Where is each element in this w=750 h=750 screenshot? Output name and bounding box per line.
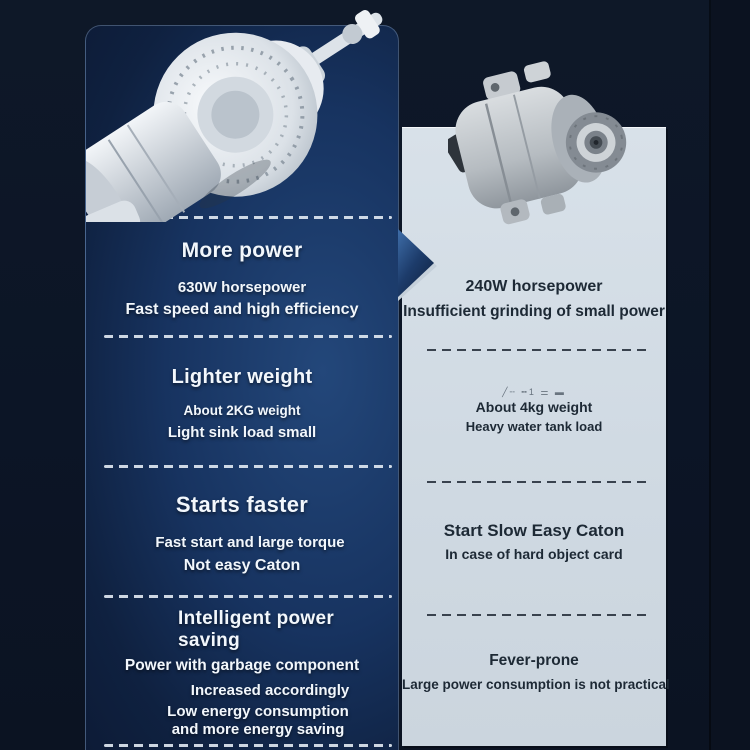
section-line: Insufficient grinding of small power [403, 303, 665, 320]
divider [104, 465, 392, 468]
section-line: Fast start and large torque [155, 534, 345, 551]
divider [427, 481, 648, 483]
section-line: Fast speed and high efficiency [125, 301, 359, 318]
section-title: More power [181, 239, 303, 262]
section-line: Heavy water tank load [465, 419, 603, 434]
section-line: Increased accordingly [190, 682, 350, 699]
section-title: About 4kg weight [475, 399, 593, 415]
section-line: About 2KG weight [183, 403, 301, 418]
divider [104, 744, 392, 747]
compressor-image [448, 57, 628, 225]
section-line: Large power consumption is not practical [402, 677, 670, 692]
divider [427, 349, 648, 351]
section-title: Start Slow Easy Caton [443, 521, 625, 540]
background-right-strip [711, 0, 750, 750]
section-line: Not easy Caton [183, 557, 301, 574]
divider [104, 595, 392, 598]
divider [104, 335, 392, 338]
section-line: Light sink load small [167, 424, 317, 441]
section-line: Power with garbage component [124, 657, 360, 674]
section-title: Intelligent power saving [178, 608, 335, 651]
section-title: Fever-prone [489, 652, 579, 669]
divider [427, 614, 648, 616]
section-line: 630W horsepower [177, 279, 307, 296]
section-title: 240W horsepower [465, 278, 603, 295]
clipped-glyph-marks: ╱╌ ╍1 ⚌ ▬ [502, 387, 566, 397]
section-line: In case of hard object card [445, 546, 623, 562]
hub-motor-image [86, 0, 406, 222]
section-title: Starts faster [175, 492, 309, 517]
section-title: Lighter weight [171, 366, 313, 388]
section-line: Low energy consumption [167, 703, 349, 720]
section-line: and more energy saving [171, 721, 345, 738]
